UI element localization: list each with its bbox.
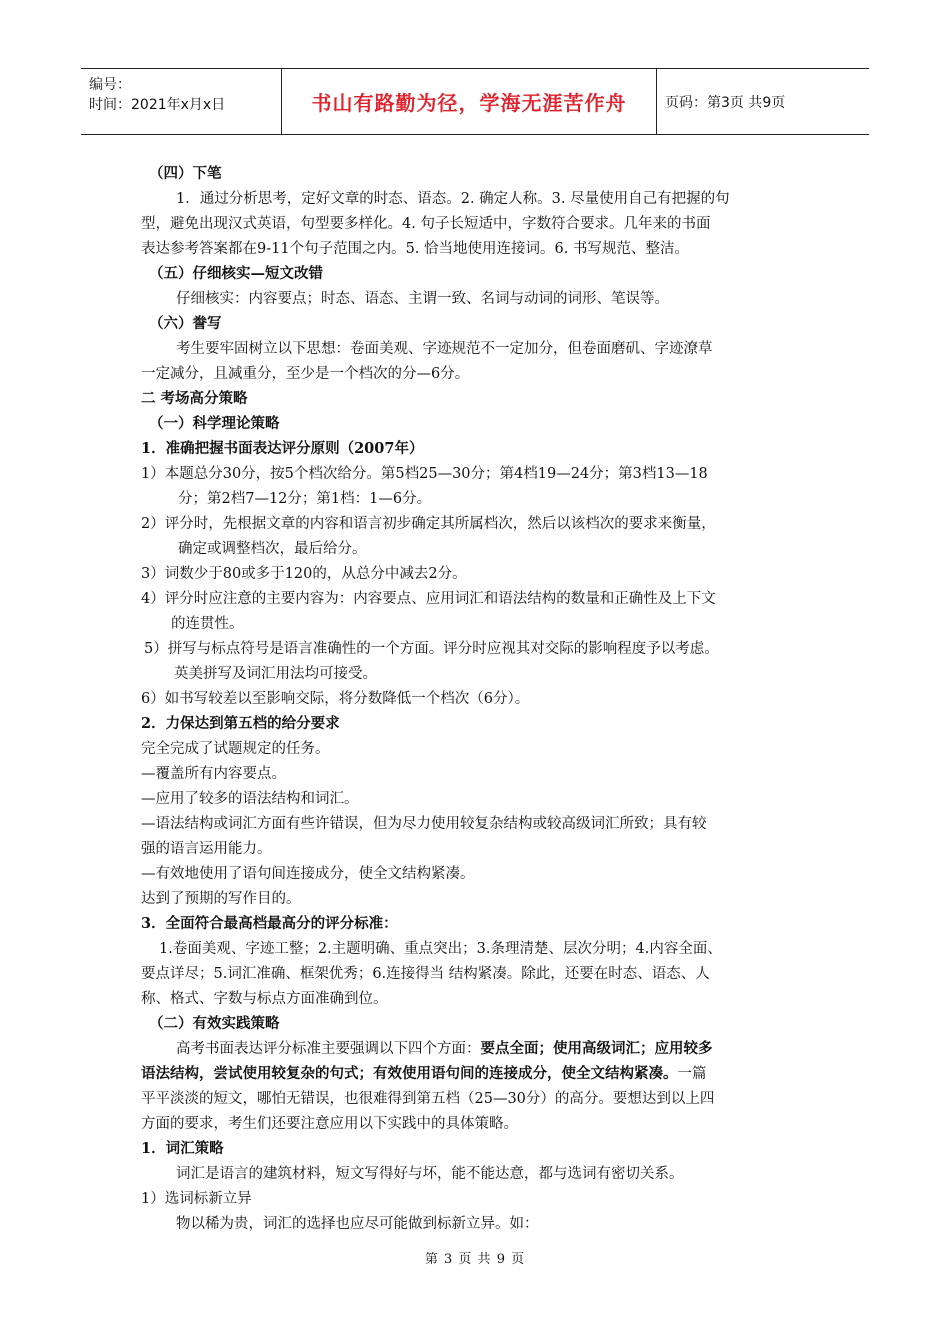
text-line: 表达参考答案都在9-11个句子范围之内。5. 恰当地使用连接词。6. 书写规范、整洁。 [141,241,689,257]
text-line: —应用了较多的语法结构和词汇。 [141,791,359,807]
header-motto: 书山有路勤为径，学海无涯苦作舟 [282,69,657,134]
time-label: 时间：2021年x月x日 [89,97,226,113]
section-heading: （六）誊写 [149,315,222,332]
text-line: 仔细核实：内容要点；时态、语态、主谓一致、名词与动词的词形、笔误等。 [176,291,669,307]
text-line: 称、格式、字数与标点方面准确到位。 [141,991,388,1007]
text-line: 平平淡淡的短文，哪怕无错误，也很难得到第五档（25—30分）的高分。要想达到以上四 [141,1091,715,1107]
text-line: —语法结构或词汇方面有些许错误，但为尽力使用较复杂结构或较高级词汇所致；具有较 [141,816,707,832]
section-heading: 二 考场高分策略 [141,390,248,407]
section-heading: 3．全面符合最高档最高分的评分标准： [141,915,398,932]
text-line: 1.卷面美观、字迹工整；2.主题明确、重点突出；3.条理清楚、层次分明；4.内容全面、 [159,941,722,957]
text-line: 4）评分时应注意的主要内容为：内容要点、应用词汇和语法结构的数量和正确性及上下文 [141,591,716,607]
text-line: 要点详尽；5.词汇准确、框架优秀；6.连接得当 结构紧凑。除此，还要在时态、语态、人 [141,966,710,982]
text-line: 型，避免出现汉式英语，句型要多样化。4. 句子长短适中，字数符合要求。几年来的书面 [141,216,711,232]
text-line: 分；第2档7—12分；第1档：1—6分。 [178,491,432,507]
text-line: 考生要牢固树立以下思想：卷面美观、字迹规范不一定加分，但卷面磨矶、字迹潦草 [176,341,713,357]
text-line: —有效地使用了语句间连接成分，使全文结构紧凑。 [141,866,475,882]
text-line: 达到了预期的写作目的。 [141,891,301,907]
text-line: 强的语言运用能力。 [141,841,272,857]
text-line: 一定减分，且减重分，至少是一个档次的分—6分。 [141,366,470,382]
text-line: 物以稀为贵，词汇的选择也应尽可能做到标新立异。如： [176,1216,539,1232]
text-line: 1．通过分析思考，定好文章的时态、语态。2. 确定人称。3. 尽量使用自己有把握的句 [176,191,730,207]
text-line: 的连贯性。 [171,616,244,632]
text-line: 1）本题总分30分，按5个档次给分。第5档25—30分；第4档19—24分；第3档13—18 [141,466,708,482]
header-info [81,69,282,134]
text-line: 方面的要求，考生们还要注意应用以下实践中的具体策略。 [141,1116,518,1132]
text-line: 完全完成了试题规定的任务。 [141,741,330,757]
page-footer: 第 3 页 共 9 页 [424,1252,526,1267]
text-line: 高考书面表达评分标准主要强调以下四个方面：要点全面；使用高级词汇；应用较多 [176,1040,713,1057]
text-line: —覆盖所有内容要点。 [141,766,286,782]
section-heading: 1．准确把握书面表达评分原则（2007年） [141,440,424,457]
section-heading: （二）有效实践策略 [149,1015,280,1032]
text-line: 确定或调整档次，最后给分。 [178,541,367,557]
page-header [81,68,869,135]
header-page-label: 页码：第3页 共9页 [665,94,786,111]
text-line: 英美拼写及词汇用法均可接受。 [174,666,377,682]
text-line: 3）词数少于80或多于120的，从总分中减去2分。 [141,566,467,582]
section-heading: 2．力保达到第五档的给分要求 [141,715,340,732]
section-heading: 语法结构，尝试使用较复杂的句式；有效使用语句间的连接成分，使全文结构紧凑。一篇 [141,1065,707,1082]
number-label: 编号： [89,77,131,93]
text-line: 1）选词标新立异 [141,1191,252,1207]
section-heading: 1．词汇策略 [141,1140,224,1157]
section-heading: （四）下笔 [149,165,222,182]
text-line: 6）如书写较差以至影响交际，将分数降低一个档次（6分）。 [141,691,530,707]
text-line: 词汇是语言的建筑材料，短文写得好与坏，能不能达意，都与选词有密切关系。 [176,1166,684,1182]
text-line: 2）评分时，先根据文章的内容和语言初步确定其所属档次，然后以该档次的要求来衡量， [141,516,716,532]
text-line: 5）拼写与标点符号是语言准确性的一个方面。评分时应视其对交际的影响程度予以考虑。 [144,641,719,657]
section-heading: （一）科学理论策略 [149,415,280,432]
section-heading: （五）仔细核实—短文改错 [149,265,323,282]
